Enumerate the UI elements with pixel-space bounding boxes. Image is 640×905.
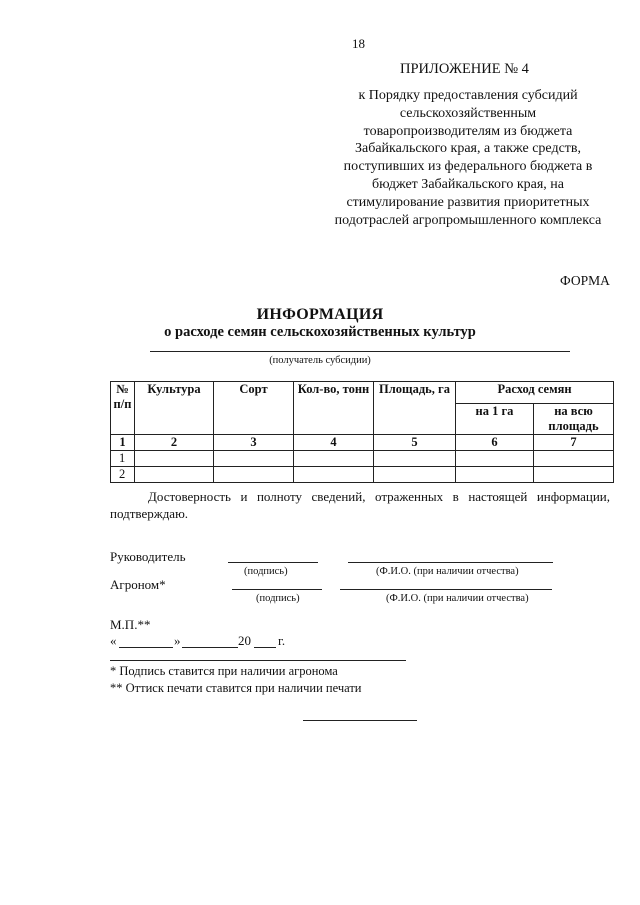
date-month-line[interactable] — [182, 647, 238, 648]
form-label: ФОРМА — [560, 273, 610, 288]
agronomist-name-line[interactable] — [340, 589, 552, 590]
closing-rule — [303, 720, 417, 721]
agronomist-name-caption: (Ф.И.О. (при наличии отчества) — [386, 593, 529, 604]
date-open-quote: « — [110, 633, 117, 648]
column-number: 4 — [294, 435, 374, 451]
table-cell[interactable] — [534, 467, 614, 483]
agronomist-signature-line[interactable] — [232, 589, 322, 590]
header-seed-consumption: Расход семян — [456, 382, 614, 404]
table-cell[interactable] — [456, 451, 534, 467]
column-number: 3 — [214, 435, 294, 451]
head-signature-line[interactable] — [228, 562, 318, 563]
footnote-stamp: ** Оттиск печати ставится при наличии печати — [110, 681, 362, 695]
date-day-line[interactable] — [119, 647, 173, 648]
column-number: 1 — [111, 435, 135, 451]
table-cell[interactable] — [294, 451, 374, 467]
table-cell[interactable] — [294, 467, 374, 483]
agronomist-signature-caption: (подпись) — [256, 593, 300, 604]
column-number: 7 — [534, 435, 614, 451]
stamp-label: М.П.** — [110, 617, 151, 632]
recipient-caption: (получатель субсидии) — [269, 355, 371, 366]
row-number: 2 — [111, 467, 135, 483]
header-variety: Сорт — [214, 382, 294, 435]
footnote-agronomist: * Подпись ставится при наличии агронома — [110, 664, 338, 678]
document-title: ИНФОРМАЦИЯ — [256, 306, 384, 323]
appendix-line: подотраслей агропромышленного комплекса — [334, 212, 602, 228]
column-number: 6 — [456, 435, 534, 451]
appendix-description — [318, 87, 618, 229]
table-row — [111, 451, 614, 467]
table-cell[interactable] — [135, 467, 214, 483]
date-year-line[interactable] — [254, 647, 276, 648]
date-close-quote: » — [174, 633, 181, 648]
head-name-line[interactable] — [348, 562, 553, 563]
confirmation-text: Достоверность и полноту сведений, отраженных в настоящей информации, подтверждаю. — [110, 489, 610, 521]
appendix-line: Забайкальского края, а также средств, — [354, 141, 582, 157]
header-area: Площадь, га — [374, 382, 456, 435]
appendix-line: товаропроизводителям из бюджета — [363, 123, 573, 139]
table-cell[interactable] — [456, 467, 534, 483]
header-culture: Культура — [135, 382, 214, 435]
table-cell[interactable] — [214, 467, 294, 483]
document-subtitle: о расходе семян сельскохозяйственных культур — [164, 324, 476, 340]
header-quantity: Кол-во, тонн — [294, 382, 374, 435]
table-cell[interactable] — [374, 467, 456, 483]
recipient-line[interactable] — [150, 351, 570, 352]
table-cell[interactable] — [135, 451, 214, 467]
head-label: Руководитель — [110, 549, 186, 564]
appendix-line: бюджет Забайкальского края, на — [371, 176, 565, 192]
header-total-area: на всю площадь — [534, 404, 614, 435]
table-cell[interactable] — [534, 451, 614, 467]
head-signature-caption: (подпись) — [244, 566, 288, 577]
agronomist-label: Агроном* — [110, 577, 166, 592]
page-number: 18 — [352, 36, 365, 51]
seed-consumption-table — [110, 381, 614, 483]
date-suffix: г. — [278, 633, 286, 648]
date-century: 20 — [238, 633, 251, 648]
appendix-line: поступивших из федерального бюджета в — [343, 159, 593, 175]
header-per-ha: на 1 га — [456, 404, 534, 435]
table-row — [111, 467, 614, 483]
appendix-line: стимулирование развития приоритетных — [346, 194, 590, 210]
table-cell[interactable] — [374, 451, 456, 467]
header-num: № п/п — [111, 382, 135, 435]
head-name-caption: (Ф.И.О. (при наличии отчества) — [376, 566, 519, 577]
footnote-separator — [110, 660, 406, 661]
row-number: 1 — [111, 451, 135, 467]
column-number: 2 — [135, 435, 214, 451]
column-number: 5 — [374, 435, 456, 451]
appendix-title: ПРИЛОЖЕНИЕ № 4 — [400, 61, 529, 77]
appendix-line: сельскохозяйственным — [399, 105, 537, 121]
appendix-line: к Порядку предоставления субсидий — [358, 88, 578, 103]
table-cell[interactable] — [214, 451, 294, 467]
